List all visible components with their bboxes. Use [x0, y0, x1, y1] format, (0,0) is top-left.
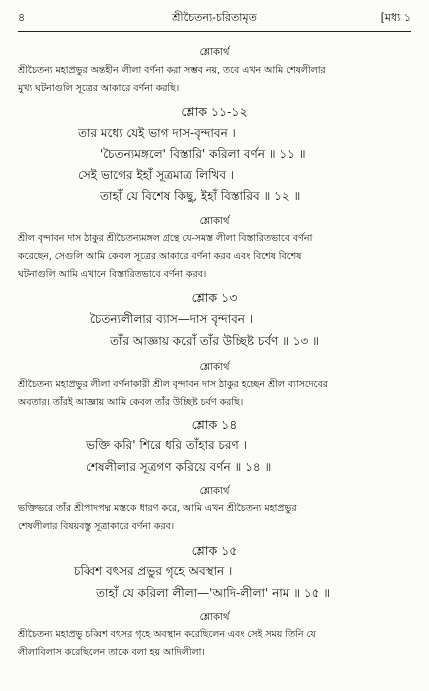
- translation-heading: শ্লোকার্থ: [199, 47, 230, 58]
- verse-line: তাঁর আজ্ঞায় করোঁ তাঁর উচ্ছিষ্ট চর্বণ ॥ ১৩ ॥: [110, 334, 319, 348]
- verse-line: 'চৈতন্যমঙ্গলে' বিস্তারি' করিলা বর্ণন ॥ ১১ ॥: [100, 147, 306, 161]
- header-rule: [18, 31, 411, 32]
- translation-heading: শ্লোকার্থ: [199, 216, 230, 227]
- verse-heading: শ্লোক ১৩: [191, 290, 238, 305]
- verse-heading: শ্লোক ১৫: [191, 543, 238, 558]
- verse-line: শেষলীলার সূত্রগণ করিয়ে বর্ণন ॥ ১৪ ॥: [86, 460, 272, 474]
- verse-line: তাহাঁ যে করিলা লীলা—'আদি-লীলা' নাম ॥ ১৫ ॥: [96, 586, 331, 600]
- verse-line: সেই ভাগের ইহাঁ সূত্রমাত্র লিখিব ।: [78, 168, 235, 182]
- translation-line: ভক্তিভরে তাঁর শ্রীপাদপদ্ম মস্তকে ধারণ করে, আমি এখন শ্রীচৈতন্য মহাপ্রভুর: [18, 503, 297, 514]
- translation-line: শ্রীচৈতন্য মহাপ্রভুর লীলা বর্ণনাকারী শ্রীল বৃন্দাবন দাস ঠাকুর হচ্ছেন শ্রীল ব্যাসদেবের: [18, 379, 328, 390]
- running-title: শ্রীচৈতন্য-চরিতামৃত: [172, 11, 257, 24]
- page-number: ৪: [18, 11, 26, 24]
- translation-heading: শ্লোকার্থ: [199, 486, 230, 497]
- translation-line: শেষলীলার বিষয়বস্তু সূত্রাকারে বর্ণনা করব।: [18, 521, 175, 532]
- translation-heading: শ্লোকার্থ: [199, 612, 230, 623]
- translation-line: লীলাবিলাস করেছিলেন তাকে বলা হয় আদিলীলা।: [18, 647, 205, 658]
- verse-line: তার মধ্যে যেই ভাগ দাস-বৃন্দাবন ।: [78, 126, 236, 140]
- verse-line: চব্বিশ বৎসর প্রভুর গৃহে অবস্থান ।: [74, 564, 233, 578]
- translation-line: শ্রীচৈতন্য মহাপ্রভুর অন্তহীন লীলা বর্ণনা করা সম্ভব নয়, তবে এখন আমি শেষলীলার: [18, 65, 326, 76]
- verse-line: চৈতন্যলীলার ব্যাস—দাস বৃন্দাবন ।: [90, 312, 254, 326]
- verse-line: ভক্তি করি' শিরে ধরি তাঁহার চরণ ।: [86, 438, 247, 452]
- translation-line: মুখ্য ঘটনাগুলি সূত্রের আকারে বর্ণনা করছি।: [18, 83, 180, 94]
- translation-line: ঘটনাগুলি আমি এখানে বিস্তারিতভাবে বর্ণনা করব।: [18, 269, 207, 280]
- translation-heading: শ্লোকার্থ: [199, 362, 230, 373]
- section-marker: [মধ্য ১: [380, 11, 411, 24]
- translation-line: করেছেন, সেগুলি আমি কেবল সূত্রের আকারে বর্ণনা করব এবং বিশেষ বিশেষ: [18, 251, 302, 262]
- verse-line: তাহাঁ যে বিশেষ কিছু, ইহাঁ বিস্তারিব ॥ ১২ ॥: [100, 189, 301, 203]
- verse-heading: শ্লোক ১৪: [191, 417, 238, 432]
- verse-heading: শ্লোক ১১-১২: [181, 104, 248, 119]
- translation-line: শ্রীল বৃন্দাবন দাস ঠাকুর শ্রীচৈতন্যমঙ্গল গ্রন্থে যে-সমস্ত লীলা বিস্তারিতভাবে বর্ণনা: [18, 233, 313, 244]
- translation-line: শ্রীচৈতন্য মহাপ্রভু চব্বিশ বৎসর গৃহে অবস্থান করেছিলেন এবং সেই সময় তিনি যে: [18, 629, 316, 640]
- translation-line: অবতার। তাঁরই আজ্ঞায় আমি কেবল তাঁর উচ্ছিষ্ট চর্বণ করছি।: [18, 397, 244, 408]
